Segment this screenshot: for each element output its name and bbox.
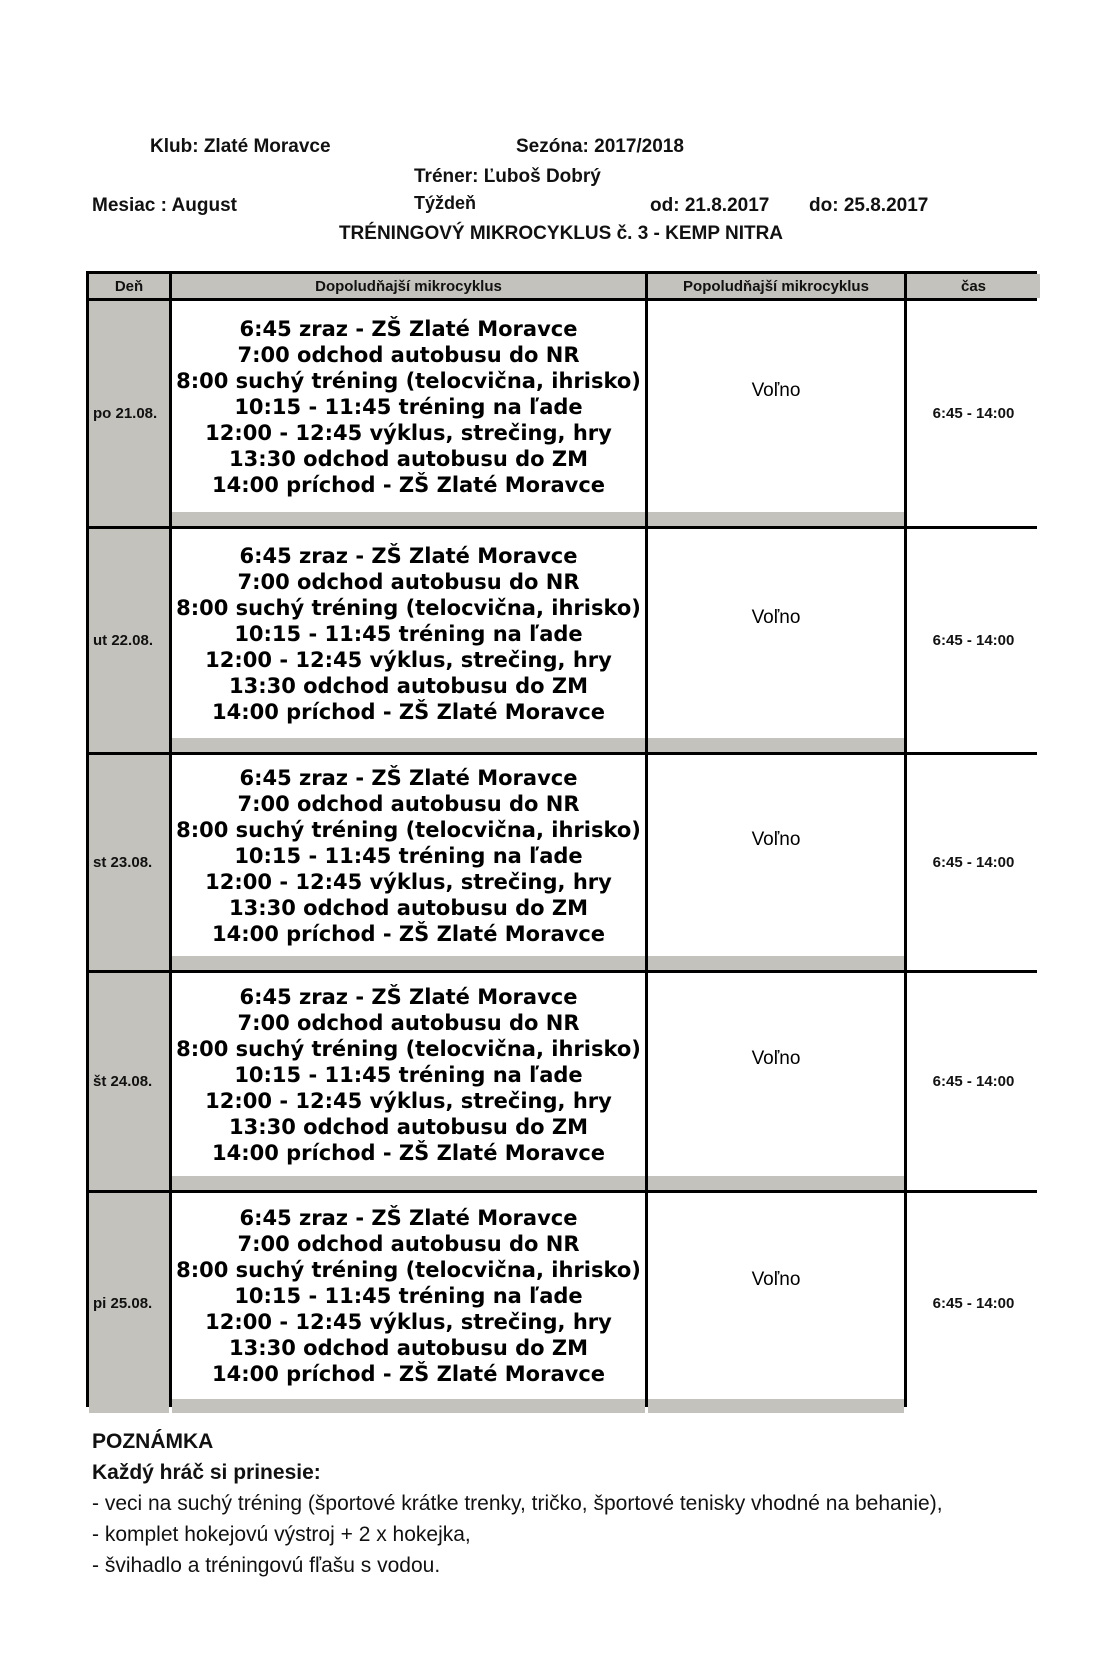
- schedule-table: [86, 271, 1037, 1407]
- morning-schedule: [172, 529, 645, 738]
- afternoon-cell: [648, 755, 904, 970]
- morning-schedule-line: 8:00 suchý tréning (telocvična, ihrisko): [176, 817, 641, 842]
- morning-schedule-line: 14:00 príchod - ZŠ Zlaté Moravce: [211, 1362, 606, 1386]
- afternoon-schedule: [648, 529, 904, 738]
- column-header-afternoon: Popoludňajší mikrocyklus: [648, 274, 904, 298]
- morning-schedule-line: 13:30 odchod autobusu do ZM: [228, 1336, 588, 1360]
- day-cell: pi 25.08.: [89, 1193, 169, 1413]
- time-cell: 6:45 - 14:00: [907, 755, 1040, 970]
- morning-schedule-line: 14:00 príchod - ZŠ Zlaté Moravce: [211, 699, 606, 724]
- morning-schedule-line: 14:00 príchod - ZŠ Zlaté Moravce: [211, 921, 606, 946]
- morning-cell: [172, 755, 645, 970]
- column-header-morning: Dopoludňajší mikrocyklus: [172, 274, 645, 298]
- morning-schedule-line: 7:00 odchod autobusu do NR: [237, 791, 580, 816]
- coach-label: Tréner: Ľuboš Dobrý: [414, 166, 601, 187]
- morning-schedule-line: 8:00 suchý tréning (telocvična, ihrisko): [176, 595, 641, 620]
- note-item: - komplet hokejovú výstroj + 2 x hokejka,: [92, 1523, 471, 1546]
- note-section: [92, 1426, 1052, 1581]
- week-label: Týždeň: [414, 193, 477, 213]
- afternoon-cell: [648, 301, 904, 526]
- morning-cell: [172, 973, 645, 1190]
- date-to-label: do: 25.8.2017: [809, 195, 929, 216]
- afternoon-schedule: [648, 1193, 904, 1399]
- morning-schedule-line: 8:00 suchý tréning (telocvična, ihrisko): [176, 368, 641, 393]
- afternoon-text: Voľno: [751, 828, 801, 850]
- afternoon-text: Voľno: [751, 1047, 801, 1069]
- morning-schedule: [172, 301, 645, 512]
- date-from-label: od: 21.8.2017: [650, 195, 770, 216]
- morning-schedule-line: 7:00 odchod autobusu do NR: [237, 1010, 580, 1035]
- morning-schedule-line: 10:15 - 11:45 tréning na ľade: [234, 621, 583, 646]
- afternoon-cell: [648, 529, 904, 752]
- morning-cell: [172, 1193, 645, 1413]
- day-cell: po 21.08.: [89, 301, 169, 526]
- morning-schedule-line: 6:45 zraz - ZŠ Zlaté Moravce: [239, 1206, 578, 1230]
- morning-schedule-line: 12:00 - 12:45 výklus, strečing, hry: [205, 1310, 612, 1334]
- note-item: - veci na suchý tréning (športové krátke trenky, tričko, športové tenisky vhodné na behanie),: [92, 1492, 943, 1515]
- morning-schedule-line: 13:30 odchod autobusu do ZM: [228, 895, 588, 920]
- note-item: - švihadlo a tréningovú fľašu s vodou.: [92, 1554, 441, 1577]
- afternoon-text: Voľno: [751, 606, 801, 628]
- morning-schedule-line: 7:00 odchod autobusu do NR: [237, 1232, 580, 1256]
- morning-schedule-line: 14:00 príchod - ZŠ Zlaté Moravce: [211, 1140, 606, 1165]
- day-cell: st 23.08.: [89, 755, 169, 970]
- month-label: Mesiac : August: [92, 195, 237, 216]
- morning-schedule: [172, 755, 645, 956]
- morning-schedule-line: 12:00 - 12:45 výklus, strečing, hry: [205, 420, 612, 445]
- morning-schedule-line: 13:30 odchod autobusu do ZM: [228, 1114, 588, 1139]
- column-header-time: čas: [907, 274, 1040, 298]
- morning-schedule-line: 6:45 zraz - ZŠ Zlaté Moravce: [239, 765, 578, 790]
- morning-schedule-line: 6:45 zraz - ZŠ Zlaté Moravce: [239, 543, 578, 568]
- club-label: Klub: Zlaté Moravce: [150, 136, 331, 157]
- document-title: TRÉNINGOVÝ MIKROCYKLUS č. 3 - KEMP NITRA: [338, 223, 784, 244]
- column-header-day: Deň: [89, 274, 169, 298]
- morning-schedule-line: 6:45 zraz - ZŠ Zlaté Moravce: [239, 984, 578, 1009]
- morning-schedule-line: 12:00 - 12:45 výklus, strečing, hry: [205, 869, 612, 894]
- season-label: Sezóna: 2017/2018: [516, 136, 684, 157]
- morning-schedule: [172, 1193, 645, 1399]
- morning-schedule-line: 13:30 odchod autobusu do ZM: [228, 673, 588, 698]
- day-cell: št 24.08.: [89, 973, 169, 1190]
- afternoon-schedule: [648, 755, 904, 956]
- morning-schedule-line: 7:00 odchod autobusu do NR: [237, 342, 580, 367]
- time-cell: 6:45 - 14:00: [907, 973, 1040, 1190]
- afternoon-cell: [648, 1193, 904, 1413]
- afternoon-text: Voľno: [751, 379, 801, 401]
- time-cell: 6:45 - 14:00: [907, 529, 1040, 752]
- afternoon-schedule: [648, 301, 904, 512]
- morning-schedule-line: 12:00 - 12:45 výklus, strečing, hry: [205, 1088, 612, 1113]
- morning-schedule-line: 8:00 suchý tréning (telocvična, ihrisko): [176, 1258, 641, 1282]
- morning-schedule-line: 10:15 - 11:45 tréning na ľade: [234, 394, 583, 419]
- afternoon-text: Voľno: [751, 1269, 801, 1290]
- day-cell: ut 22.08.: [89, 529, 169, 752]
- morning-schedule-line: 8:00 suchý tréning (telocvična, ihrisko): [176, 1036, 641, 1061]
- morning-schedule-line: 10:15 - 11:45 tréning na ľade: [234, 1284, 583, 1308]
- note-title: POZNÁMKA: [92, 1430, 214, 1453]
- note-subtitle: Každý hráč si prinesie:: [92, 1461, 321, 1484]
- morning-schedule-line: 6:45 zraz - ZŠ Zlaté Moravce: [239, 316, 578, 341]
- morning-schedule-line: 10:15 - 11:45 tréning na ľade: [234, 1062, 583, 1087]
- morning-cell: [172, 301, 645, 526]
- time-cell: 6:45 - 14:00: [907, 1193, 1040, 1413]
- morning-cell: [172, 529, 645, 752]
- morning-schedule-line: 12:00 - 12:45 výklus, strečing, hry: [205, 647, 612, 672]
- afternoon-cell: [648, 973, 904, 1190]
- morning-schedule-line: 14:00 príchod - ZŠ Zlaté Moravce: [211, 472, 606, 497]
- morning-schedule: [172, 973, 645, 1176]
- time-cell: 6:45 - 14:00: [907, 301, 1040, 526]
- morning-schedule-line: 7:00 odchod autobusu do NR: [237, 569, 580, 594]
- afternoon-schedule: [648, 973, 904, 1176]
- morning-schedule-line: 10:15 - 11:45 tréning na ľade: [234, 843, 583, 868]
- morning-schedule-line: 13:30 odchod autobusu do ZM: [228, 446, 588, 471]
